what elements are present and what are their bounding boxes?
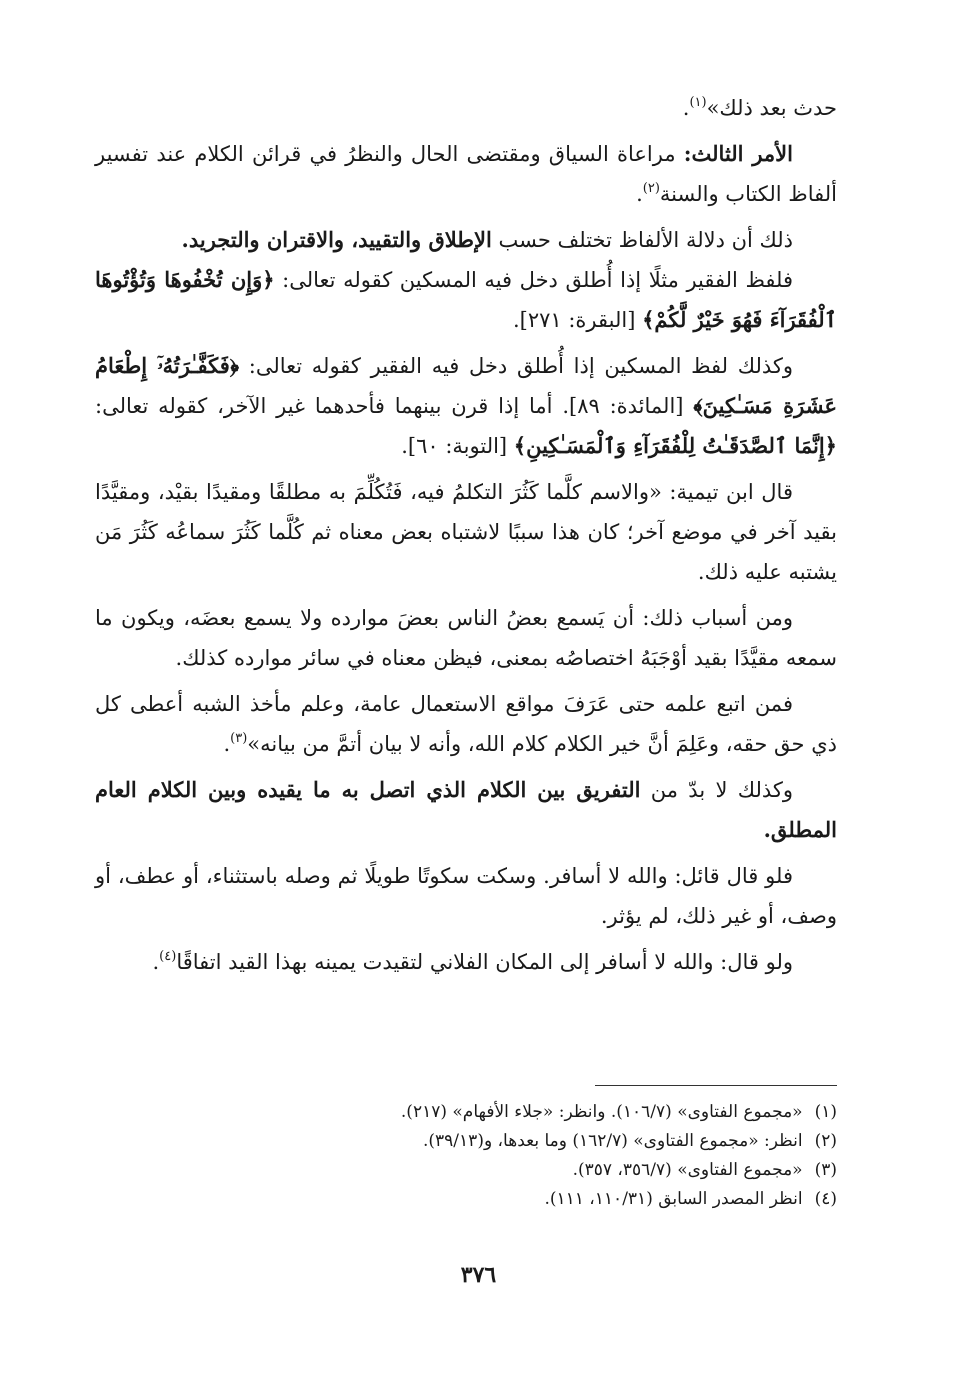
paragraph: فلو قال قائل: والله لا أسافر. وسكت سكوتًا طويلًا ثم وصله باستثناء، أو عطف، أو وصف، أو غير ذلك، لم يؤثر. xyxy=(95,864,837,928)
footnote xyxy=(300,1127,837,1156)
paragraph xyxy=(95,88,837,128)
main-text xyxy=(95,88,837,982)
footnote-number: (١) xyxy=(814,1102,837,1122)
verse-reference: [البقرة: ٢٧١]. xyxy=(512,308,643,332)
paragraph-text: فمن اتبع علمه حتى عَرَفَ مواقع الاستعمال عامة، وعلم مأخذ الشبه أعطى كل ذي حق حقه، وعَلِمَ أنَّ خير الكلام كلام الله، وأنه لا بيان أتمَّ من بيانه» xyxy=(95,692,837,756)
verse-reference: [التوبة: ٦٠]. xyxy=(401,434,514,458)
paragraph-end: . xyxy=(636,182,643,206)
paragraph-end: . xyxy=(223,732,231,756)
quran-verse: ﴿وَإِن تُخْفُوهَا وَتُؤْتُوهَا ٱلْفُقَرَآءَ فَهُوَ خَيْرٌ لَّكُمْ﴾ xyxy=(95,267,837,332)
paragraph xyxy=(95,260,837,340)
footnotes xyxy=(300,1098,837,1214)
paragraph-end: . xyxy=(152,950,160,974)
footnote-number: (٣) xyxy=(814,1160,837,1180)
paragraph xyxy=(95,942,837,982)
footnote-text: «مجموع الفتاوى» (١٠٦/٧). وانظر: «جلاء الأفهام» (٢١٧). xyxy=(400,1102,803,1122)
footnote xyxy=(300,1098,837,1127)
footnote xyxy=(300,1185,837,1214)
footnote-divider xyxy=(595,1085,837,1086)
bold-phrase: الإطلاق والتقييد، والاقتران والتجريد. xyxy=(181,227,492,252)
footnote-number: (٢) xyxy=(814,1131,837,1151)
paragraph xyxy=(95,134,837,214)
paragraph-end: . xyxy=(682,96,690,120)
paragraph xyxy=(95,346,837,466)
paragraph xyxy=(95,770,837,850)
footnote-ref: (٣) xyxy=(230,731,248,746)
section-lead: الأمر الثالث: xyxy=(683,141,793,166)
footnote-text: انظر: «مجموع الفتاوى» (١٦٢/٧) وما بعدها، و(٣٩/١٣). xyxy=(423,1131,803,1151)
paragraph-text: وكذلك لا بدّ من xyxy=(640,778,794,802)
footnote-ref: (٤) xyxy=(159,949,177,964)
paragraph-text: وكذلك لفظ المسكين إذا أُطلق دخل فيه الفقير كقوله تعالى: xyxy=(239,354,793,378)
footnote xyxy=(300,1156,837,1185)
paragraph xyxy=(95,220,837,260)
quran-verse: ﴿فَكَفَّـٰرَتُهُۥٓ إِطْعَامُ عَشَرَةِ مَسَـٰكِينَ﴾ xyxy=(95,353,838,418)
page-number: ٣٧٦ xyxy=(460,1262,497,1288)
verse-reference: [المائدة: ٨٩]. أما إذا قرن بينهما فأحدهما غير الآخر، كقوله تعالى: xyxy=(95,394,694,418)
footnote-text: «مجموع الفتاوى» (٣٥٦/٧، ٣٥٧). xyxy=(572,1160,803,1180)
footnote-ref: (١) xyxy=(689,95,707,110)
footnote-text: انظر المصدر السابق (١١٠/٣١، ١١١). xyxy=(544,1189,803,1209)
paragraph xyxy=(95,684,837,764)
bold-phrase: التفريق بين الكلام الذي اتصل به ما يقيده وبين الكلام العام المطلق. xyxy=(95,777,837,842)
paragraph-text: ذلك أن دلالة الألفاظ تختلف حسب xyxy=(491,228,793,252)
footnote-ref: (٢) xyxy=(642,181,660,196)
paragraph-text: فلفظ الفقير مثلًا إذا أُطلق دخل فيه المسكين كقوله تعالى: xyxy=(274,268,794,292)
paragraph-text: ولو قال: والله لا أسافر إلى المكان الفلاني لتقيدت يمينه بهذا القيد اتفاقًا xyxy=(176,950,793,974)
paragraph: ومن أسباب ذلك: أن يَسمع بعضُ الناس بعضَ موارده ولا يسمع بعضَه، ويكون ما سمعه مقيَّدًا بقيد أوْجَبَهُ اختصاصُه بمعنى، فيظن معناه في سائر موارده كذلك. xyxy=(95,606,837,670)
paragraph-text: حدث بعد ذلك» xyxy=(706,96,837,120)
paragraph-text: مراعاة السياق ومقتضى الحال والنظرُ في قرائن الكلام عند تفسير ألفاظ الكتاب والسنة xyxy=(95,142,837,206)
quran-verse: ﴿إِنَّمَا ٱلصَّدَقَـٰتُ لِلْفُقَرَآءِ وَٱلْمَسَـٰكِينِ﴾ xyxy=(513,433,837,458)
paragraph: قال ابن تيمية: «والاسم كلَّما كَثُرَ التكلمُ فيه، فَتُكُلِّمَ به مطلقًا ومقيدًا بقيْد، ومقيَّدًا بقيد آخر في موضع آخر؛ كان هذا سببًا لاشتباه بعض معناه ثم كُلَّما كَثُرَ سماعُه كَثُرَ مَن يشتبه عليه ذلك. xyxy=(95,480,837,584)
footnote-number: (٤) xyxy=(814,1189,837,1209)
